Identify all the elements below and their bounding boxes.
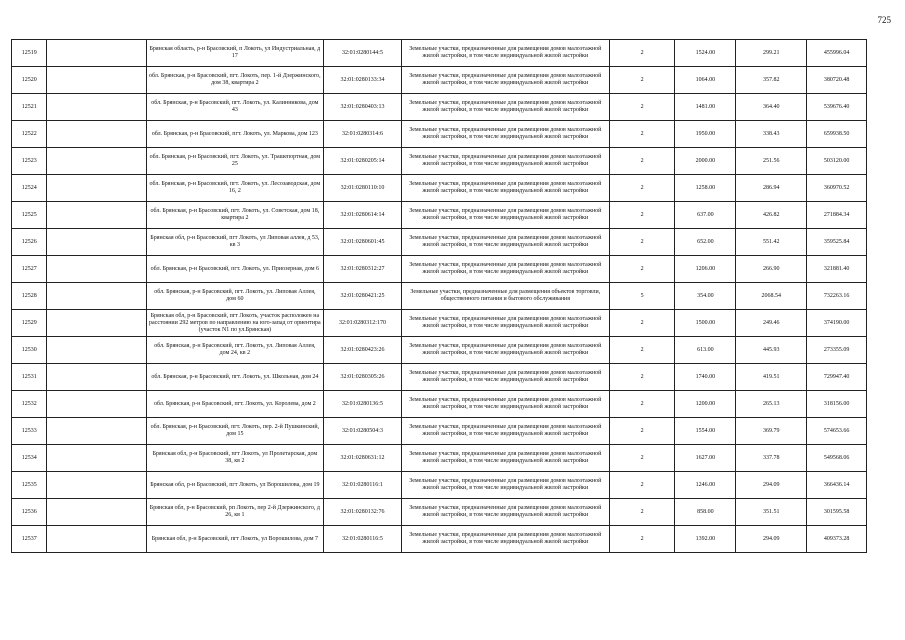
page-number: 725 [877,15,891,25]
table-row [12,499,867,526]
empty-cell [47,418,146,445]
cadastral-number-cell: 32:01:0280205:14 [323,148,401,175]
land-use-cell: Земельные участки, предназначенные для размещения домов малоэтажной жилой застройки, в том числе индивидуальной жилой застройки [401,94,609,121]
group-cell: 2 [609,40,675,67]
specific-value-cell: 445.93 [736,337,807,364]
cadastral-number-cell: 32:01:0280423:26 [323,337,401,364]
row-number-cell: 12520 [12,67,47,94]
cadastral-number-cell: 32:01:0280305:26 [323,364,401,391]
address-cell: Брянская обл, р-н Брасовский, пгт Локоть, ул Липовая аллея, д 53, кв 3 [146,229,323,256]
land-use-cell: Земельные участки, предназначенные для размещения домов малоэтажной жилой застройки, в том числе индивидуальной жилой застройки [401,364,609,391]
row-number-cell: 12521 [12,94,47,121]
area-cell: 1064.00 [675,67,736,94]
cadastral-value-cell: 301595.58 [807,499,867,526]
address-cell: обл. Брянская, р-н Брасовский, пгт. Локоть, ул. Калинникова, дом 43 [146,94,323,121]
cadastral-number-cell: 32:01:0280116:5 [323,526,401,553]
land-use-cell: Земельные участки, предназначенные для размещения домов малоэтажной жилой застройки, в том числе индивидуальной жилой застройки [401,310,609,337]
row-number-cell: 12530 [12,337,47,364]
empty-cell [47,364,146,391]
specific-value-cell: 369.79 [736,418,807,445]
cadastral-value-cell: 360970.52 [807,175,867,202]
cadastral-number-cell: 32:01:0280132:76 [323,499,401,526]
specific-value-cell: 294.09 [736,472,807,499]
area-cell: 1246.00 [675,472,736,499]
cadastral-value-cell: 503120.00 [807,148,867,175]
row-number-cell: 12526 [12,229,47,256]
row-number-cell: 12531 [12,364,47,391]
address-cell: Брянская обл, р-н Брасовский, рп Локоть, пер 2-й Дзержинского, д 26, кв 1 [146,499,323,526]
group-cell: 2 [609,337,675,364]
specific-value-cell: 249.46 [736,310,807,337]
address-cell: обл. Брянская, р-н Брасовский, пгт. Локоть, ул. Липовая Аллея, дом 24, кв 2 [146,337,323,364]
cadastral-value-table [11,39,867,553]
land-use-cell: Земельные участки, предназначенные для размещения домов малоэтажной жилой застройки, в том числе индивидуальной жилой застройки [401,472,609,499]
empty-cell [47,310,146,337]
specific-value-cell: 266.90 [736,256,807,283]
cadastral-number-cell: 32:01:0280133:34 [323,67,401,94]
empty-cell [47,472,146,499]
cadastral-number-cell: 32:01:0280144:5 [323,40,401,67]
specific-value-cell: 337.78 [736,445,807,472]
cadastral-value-cell: 574653.66 [807,418,867,445]
address-cell: Брянская обл, р-н Брасовский, пгт Локоть, ул Ворошилова, дом 7 [146,526,323,553]
cadastral-value-cell: 549568.06 [807,445,867,472]
row-number-cell: 12532 [12,391,47,418]
area-cell: 613.00 [675,337,736,364]
empty-cell [47,256,146,283]
address-cell: Брянская обл, р-н Брасовский, пгт Локоть, ул Пролетарская, дом 38, кв 2 [146,445,323,472]
cadastral-value-cell: 732263.16 [807,283,867,310]
cadastral-value-cell: 273355.09 [807,337,867,364]
cadastral-value-cell: 366436.14 [807,472,867,499]
cadastral-number-cell: 32:01:0280403:13 [323,94,401,121]
cadastral-value-cell: 318156.00 [807,391,867,418]
cadastral-value-cell: 539676.40 [807,94,867,121]
cadastral-number-cell: 32:01:0280116:1 [323,472,401,499]
table-row [12,40,867,67]
empty-cell [47,445,146,472]
address-cell: Брянская область, р-н Брасовский, п Локоть, ул Индустриальная, д 17 [146,40,323,67]
group-cell: 2 [609,445,675,472]
group-cell: 2 [609,310,675,337]
area-cell: 858.00 [675,499,736,526]
cadastral-number-cell: 32:01:0280312:170 [323,310,401,337]
address-cell: обл. Брянская, р-н Брасовский, пгт. Локоть, ул. Лесозаводская, дом 16, 2 [146,175,323,202]
table-row [12,364,867,391]
cadastral-value-cell: 374190.00 [807,310,867,337]
cadastral-number-cell: 32:01:0280504:3 [323,418,401,445]
empty-cell [47,337,146,364]
area-cell: 1258.00 [675,175,736,202]
table-row [12,121,867,148]
empty-cell [47,148,146,175]
address-cell: обл. Брянская, р-н Брасовский, пгт. Локоть, пер. 2-й Пушкинский, дом 15 [146,418,323,445]
land-use-cell: Земельные участки, предназначенные для размещения домов малоэтажной жилой застройки, в том числе индивидуальной жилой застройки [401,445,609,472]
land-use-cell: Земельные участки, предназначенные для размещения домов малоэтажной жилой застройки, в том числе индивидуальной жилой застройки [401,526,609,553]
specific-value-cell: 265.13 [736,391,807,418]
table-row [12,310,867,337]
empty-cell [47,40,146,67]
row-number-cell: 12525 [12,202,47,229]
row-number-cell: 12524 [12,175,47,202]
empty-cell [47,67,146,94]
specific-value-cell: 294.09 [736,526,807,553]
cadastral-number-cell: 32:01:0280136:5 [323,391,401,418]
cadastral-value-cell: 321881.40 [807,256,867,283]
group-cell: 2 [609,148,675,175]
empty-cell [47,283,146,310]
specific-value-cell: 286.94 [736,175,807,202]
row-number-cell: 12529 [12,310,47,337]
row-number-cell: 12519 [12,40,47,67]
table-row [12,229,867,256]
area-cell: 2000.00 [675,148,736,175]
cadastral-number-cell: 32:01:0280314:6 [323,121,401,148]
specific-value-cell: 351.51 [736,499,807,526]
row-number-cell: 12534 [12,445,47,472]
row-number-cell: 12523 [12,148,47,175]
land-use-cell: Земельные участки, предназначенные для размещения домов малоэтажной жилой застройки, в том числе индивидуальной жилой застройки [401,256,609,283]
specific-value-cell: 251.56 [736,148,807,175]
land-use-cell: Земельные участки, предназначенные для размещения домов малоэтажной жилой застройки, в том числе индивидуальной жилой застройки [401,202,609,229]
row-number-cell: 12522 [12,121,47,148]
land-use-cell: Земельные участки, предназначенные для размещения домов малоэтажной жилой застройки, в том числе индивидуальной жилой застройки [401,121,609,148]
row-number-cell: 12536 [12,499,47,526]
empty-cell [47,526,146,553]
address-cell: Брянская обл, р-н Брасовский, пгт Локоть, участок расположен на расстоянии 292 метров по направлению на юго-запад от ориентира (участок N1 по ул.Брянская) [146,310,323,337]
table-row [12,256,867,283]
specific-value-cell: 364.40 [736,94,807,121]
empty-cell [47,175,146,202]
group-cell: 2 [609,256,675,283]
cadastral-value-cell: 455996.04 [807,40,867,67]
cadastral-value-cell: 729947.40 [807,364,867,391]
group-cell: 2 [609,391,675,418]
address-cell: обл. Брянская, р-н Брасовский, пгт. Локоть, ул. Советская, дом 18, квартира 2 [146,202,323,229]
cadastral-value-cell: 271884.34 [807,202,867,229]
row-number-cell: 12527 [12,256,47,283]
address-cell: обл. Брянская, р-н Брасовский, пгт. Локоть, ул. Маркова, дом 123 [146,121,323,148]
area-cell: 1554.00 [675,418,736,445]
address-cell: обл. Брянская, р-н Брасовский, пгт. Локоть, ул. Приозерная, дом 6 [146,256,323,283]
table-row [12,391,867,418]
group-cell: 2 [609,364,675,391]
group-cell: 2 [609,121,675,148]
table-row [12,67,867,94]
address-cell: обл. Брянская, р-н Брасовский, пгт. Локоть, пер. 1-й Дзержинского, дом 38, квартира 2 [146,67,323,94]
specific-value-cell: 426.82 [736,202,807,229]
land-use-cell: Земельные участки, предназначенные для размещения домов малоэтажной жилой застройки, в том числе индивидуальной жилой застройки [401,337,609,364]
cadastral-value-cell: 380720.48 [807,67,867,94]
area-cell: 1627.00 [675,445,736,472]
area-cell: 652.00 [675,229,736,256]
empty-cell [47,229,146,256]
land-use-cell: Земельные участки, предназначенные для размещения домов малоэтажной жилой застройки, в том числе индивидуальной жилой застройки [401,391,609,418]
table-row [12,94,867,121]
table-row [12,283,867,310]
table-row [12,175,867,202]
group-cell: 2 [609,472,675,499]
specific-value-cell: 299.21 [736,40,807,67]
table-row [12,472,867,499]
row-number-cell: 12537 [12,526,47,553]
table-body [12,40,867,553]
empty-cell [47,391,146,418]
land-use-cell: Земельные участки, предназначенные для размещения домов малоэтажной жилой застройки, в том числе индивидуальной жилой застройки [401,40,609,67]
group-cell: 2 [609,202,675,229]
group-cell: 2 [609,67,675,94]
area-cell: 354.00 [675,283,736,310]
area-cell: 637.00 [675,202,736,229]
group-cell: 2 [609,526,675,553]
specific-value-cell: 2068.54 [736,283,807,310]
empty-cell [47,202,146,229]
land-use-cell: Земельные участки, предназначенные для размещения домов малоэтажной жилой застройки, в том числе индивидуальной жилой застройки [401,499,609,526]
cadastral-number-cell: 32:01:0280601:45 [323,229,401,256]
land-use-cell: Земельные участки, предназначенные для размещения домов малоэтажной жилой застройки, в том числе индивидуальной жилой застройки [401,418,609,445]
table-row [12,148,867,175]
group-cell: 2 [609,499,675,526]
group-cell: 2 [609,175,675,202]
area-cell: 1740.00 [675,364,736,391]
table-row [12,418,867,445]
cadastral-value-cell: 409373.28 [807,526,867,553]
cadastral-number-cell: 32:01:0280631:12 [323,445,401,472]
cadastral-number-cell: 32:01:0280312:27 [323,256,401,283]
group-cell: 2 [609,418,675,445]
area-cell: 1950.00 [675,121,736,148]
land-use-cell: Земельные участки, предназначенные для размещения домов малоэтажной жилой застройки, в том числе индивидуальной жилой застройки [401,229,609,256]
area-cell: 1206.00 [675,256,736,283]
specific-value-cell: 419.51 [736,364,807,391]
table-row [12,337,867,364]
land-use-cell: Земельные участки, предназначенные для размещения домов малоэтажной жилой застройки, в том числе индивидуальной жилой застройки [401,148,609,175]
area-cell: 1500.00 [675,310,736,337]
land-use-cell: Земельные участки, предназначенные для размещения домов малоэтажной жилой застройки, в том числе индивидуальной жилой застройки [401,175,609,202]
group-cell: 2 [609,94,675,121]
cadastral-number-cell: 32:01:0280421:25 [323,283,401,310]
cadastral-value-cell: 659938.50 [807,121,867,148]
area-cell: 1200.00 [675,391,736,418]
table-row [12,445,867,472]
area-cell: 1392.00 [675,526,736,553]
empty-cell [47,499,146,526]
address-cell: обл. Брянская, р-н Брасовский, пгт. Локоть, ул. Липовая Аллея, дом 60 [146,283,323,310]
area-cell: 1481.00 [675,94,736,121]
empty-cell [47,94,146,121]
address-cell: обл. Брянская, р-н Брасовский, пгт. Локоть, ул. Трашепортная, дом 25 [146,148,323,175]
specific-value-cell: 551.42 [736,229,807,256]
cadastral-value-cell: 359525.84 [807,229,867,256]
land-use-cell: Земельные участки, предназначенные для размещения объектов торговли, общественного питания и бытового обслуживания [401,283,609,310]
specific-value-cell: 357.82 [736,67,807,94]
cadastral-number-cell: 32:01:0280110:10 [323,175,401,202]
specific-value-cell: 338.43 [736,121,807,148]
land-use-cell: Земельные участки, предназначенные для размещения домов малоэтажной жилой застройки, в том числе индивидуальной жилой застройки [401,67,609,94]
address-cell: Брянская обл, р-н Брасовский, пгт Локоть, ул Ворошилова, дом 19 [146,472,323,499]
row-number-cell: 12533 [12,418,47,445]
group-cell: 5 [609,283,675,310]
address-cell: обл. Брянская, р-н Брасовский, пгт. Локоть, ул. Королева, дом 2 [146,391,323,418]
row-number-cell: 12535 [12,472,47,499]
table-row [12,202,867,229]
cadastral-number-cell: 32:01:0280614:14 [323,202,401,229]
group-cell: 2 [609,229,675,256]
address-cell: обл. Брянская, р-н Брасовский, пгт. Локоть, ул. Школьная, дом 24 [146,364,323,391]
row-number-cell: 12528 [12,283,47,310]
table-row [12,526,867,553]
empty-cell [47,121,146,148]
area-cell: 1524.00 [675,40,736,67]
